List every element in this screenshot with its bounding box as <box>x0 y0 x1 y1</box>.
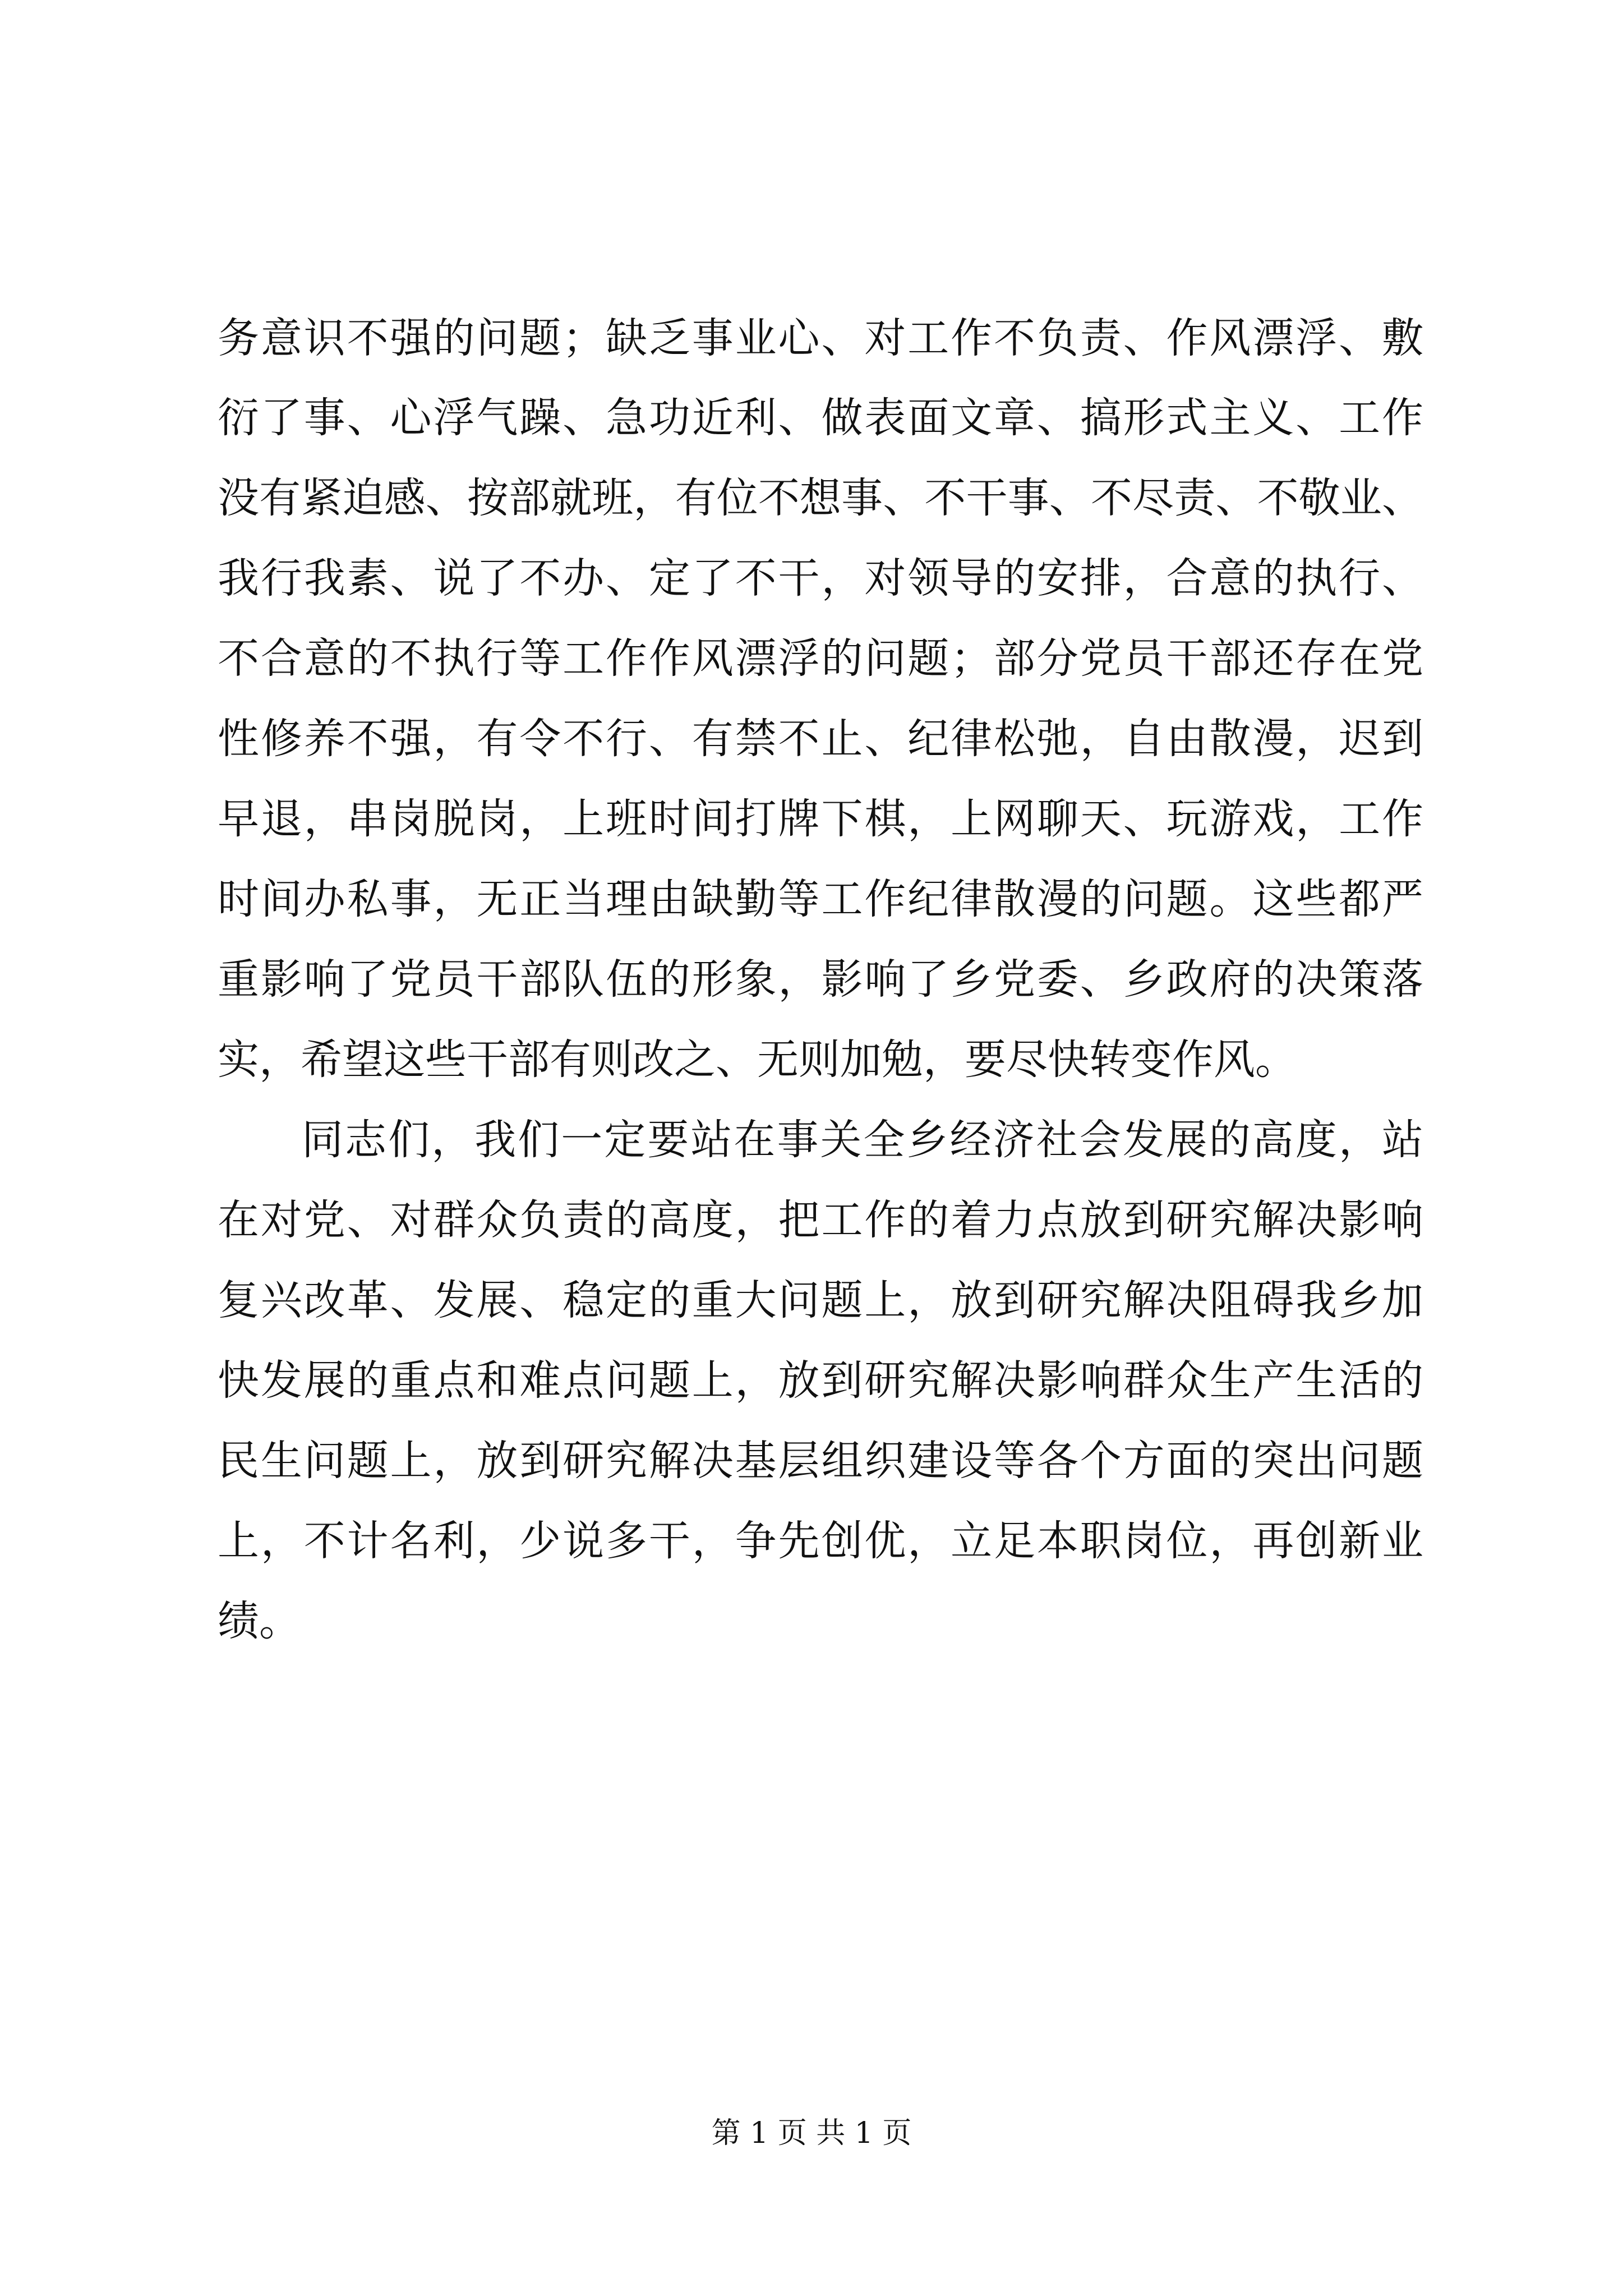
text-line: 上，不计名利，少说多干，争先创优，立足本职岗位，再创新业 <box>218 1517 1423 1565</box>
text-line: 同志们，我们一定要站在事关全乡经济社会发展的高度，站 <box>302 1116 1423 1164</box>
text-line: 民生问题上，放到研究解决基层组织建设等各个方面的突出问题 <box>218 1437 1423 1485</box>
text-line: 早退，串岗脱岗，上班时间打牌下棋，上网聊天、玩游戏，工作 <box>218 795 1423 843</box>
text-line: 性修养不强，有令不行、有禁不止、纪律松弛，自由散漫，迟到 <box>218 715 1423 763</box>
text-line: 不合意的不执行等工作作风漂浮的问题；部分党员干部还存在党 <box>218 634 1423 683</box>
text-line: 绩。 <box>218 1597 301 1645</box>
text-line: 复兴改革、发展、稳定的重大问题上，放到研究解决阻碍我乡加 <box>218 1276 1423 1324</box>
text-line: 没有紧迫感、按部就班，有位不想事、不干事、不尽责、不敬业、 <box>218 474 1423 522</box>
text-line: 实，希望这些干部有则改之、无则加勉，要尽快转变作风。 <box>218 1036 1297 1084</box>
text-line: 时间办私事，无正当理由缺勤等工作纪律散漫的问题。这些都严 <box>218 875 1423 923</box>
text-line: 在对党、对群众负责的高度，把工作的着力点放到研究解决影响 <box>218 1196 1423 1244</box>
text-line: 重影响了党员干部队伍的形象，影响了乡党委、乡政府的决策落 <box>218 955 1423 1004</box>
text-line: 务意识不强的问题；缺乏事业心、对工作不负责、作风漂浮、敷 <box>218 314 1423 362</box>
text-line: 衍了事、心浮气躁、急功近利、做表面文章、搞形式主义、工作 <box>218 394 1423 442</box>
text-line: 快发展的重点和难点问题上，放到研究解决影响群众生产生活的 <box>218 1356 1423 1405</box>
page-footer: 第 1 页 共 1 页 <box>711 2116 912 2150</box>
text-line: 我行我素、说了不办、定了不干，对领导的安排，合意的执行、 <box>218 554 1423 602</box>
